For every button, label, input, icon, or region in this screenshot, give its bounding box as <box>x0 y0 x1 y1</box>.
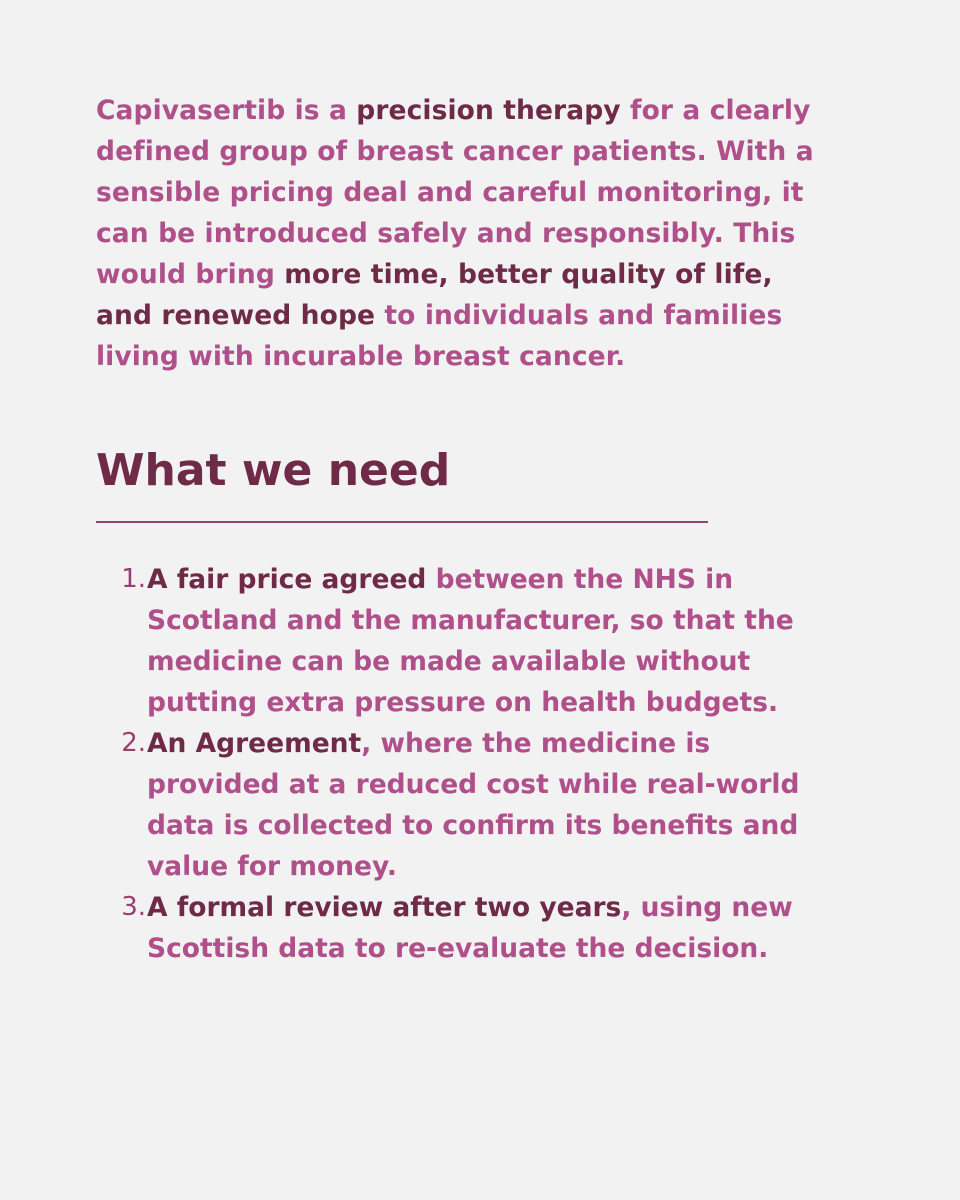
list-item-emphasis: An Agreement <box>147 728 362 759</box>
list-item <box>96 887 836 969</box>
content-column <box>96 90 836 969</box>
intro-text-1: Capivasertib is a <box>96 95 357 126</box>
intro-emphasis-1: precision therapy <box>356 95 621 126</box>
heading-divider <box>96 521 708 523</box>
list-item-emphasis: A fair price agreed <box>147 564 427 595</box>
list-item <box>96 559 836 723</box>
list-item-rest: between the NHS in Scotland and the manufacturer, so that the medicine can be made available without putting extra pressure on health budgets. <box>147 564 794 718</box>
section-heading: What we need <box>96 445 451 496</box>
list-item-number: 1. <box>121 564 146 594</box>
list-item-number: 2. <box>121 728 146 758</box>
list-item-text <box>146 887 836 969</box>
list-item-number: 3. <box>121 892 146 922</box>
list-item-rest: , where the medicine is provided at a reduced cost while real-world data is collected to confirm its benefits and value for money. <box>147 728 800 882</box>
list-item-text <box>146 559 836 723</box>
list-item-rest: , using new Scottish data to re-evaluate the decision. <box>147 892 793 964</box>
list-item <box>96 723 836 887</box>
intro-text-2: for a clearly defined group of breast cancer patients. With a sensible pricing deal and careful monitoring, it can be introduced safely and responsibly. This would bring <box>96 95 814 290</box>
list-item-text <box>146 723 836 887</box>
intro-paragraph <box>96 90 836 377</box>
intro-text-3: to individuals and families living with incurable breast cancer. <box>96 300 783 372</box>
needs-list <box>96 559 836 969</box>
intro-emphasis-2: more time, better quality of life, and renewed hope <box>96 259 773 331</box>
list-item-emphasis: A formal review after two years <box>147 892 622 923</box>
